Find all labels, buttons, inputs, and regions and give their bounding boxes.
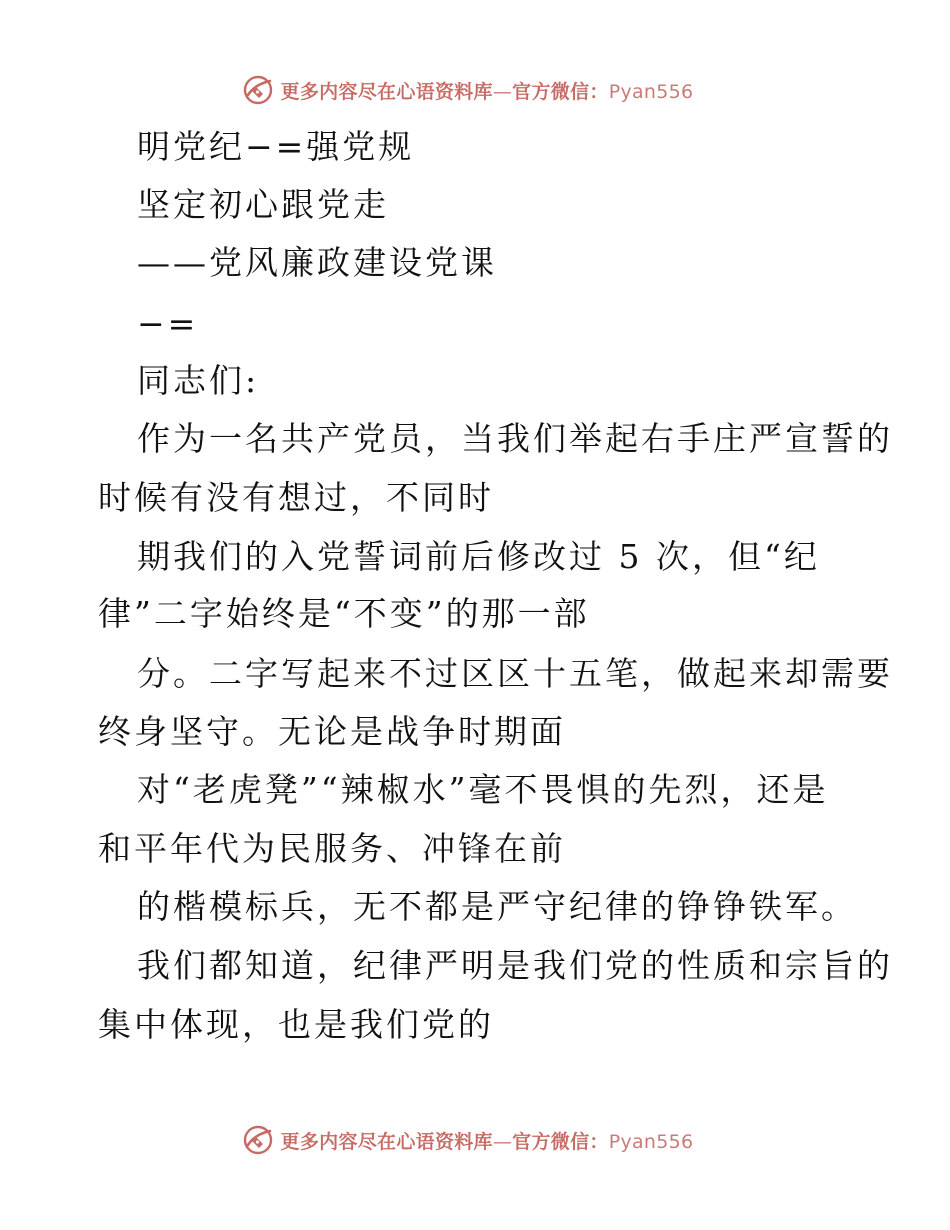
paragraph-line: 作为一名共产党员，当我们举起右手庄严宣誓的 bbox=[137, 419, 893, 458]
paragraph-line: 期我们的入党誓词前后修改过 5 次，但“纪 bbox=[137, 537, 820, 576]
title-line-2: 坚定初心跟党走 bbox=[137, 185, 389, 224]
watermark-text: 更多内容尽在心语资料库—官方微信：Pyan556 bbox=[280, 80, 694, 103]
pen-nib-logo-icon bbox=[241, 73, 275, 107]
paragraph-line: 终身坚守。无论是战争时期面 bbox=[98, 712, 566, 751]
paragraph-line: 我们都知道，纪律严明是我们党的性质和宗旨的 bbox=[137, 946, 893, 985]
paragraph-line: 律”二字始终是“不变”的那一部 bbox=[98, 594, 590, 633]
watermark-banner-bottom bbox=[0, 1120, 950, 1160]
paragraph-line: 分。二字写起来不过区区十五笔，做起来却需要 bbox=[137, 654, 893, 693]
title-line-1: 明党纪−=强党规 bbox=[137, 127, 415, 166]
watermark-banner-top bbox=[0, 70, 950, 110]
paragraph-line: 集中体现，也是我们党的 bbox=[98, 1005, 494, 1044]
pen-nib-logo-icon bbox=[241, 1123, 275, 1157]
paragraph-line: 的楷模标兵，无不都是严守纪律的铮铮铁军。 bbox=[137, 887, 857, 926]
paragraph-line: 和平年代为民服务、冲锋在前 bbox=[98, 829, 566, 868]
paragraph-line: 对“老虎凳”“辣椒水”毫不畏惧的先烈，还是 bbox=[137, 770, 829, 809]
watermark-text: 更多内容尽在心语资料库—官方微信：Pyan556 bbox=[280, 1130, 694, 1153]
mark-line: −= bbox=[137, 304, 199, 343]
title-line-3: ——党风廉政建设党课 bbox=[137, 243, 497, 282]
salutation: 同志们: bbox=[137, 361, 260, 400]
paragraph-line: 时候有没有想过，不同时 bbox=[98, 478, 494, 517]
